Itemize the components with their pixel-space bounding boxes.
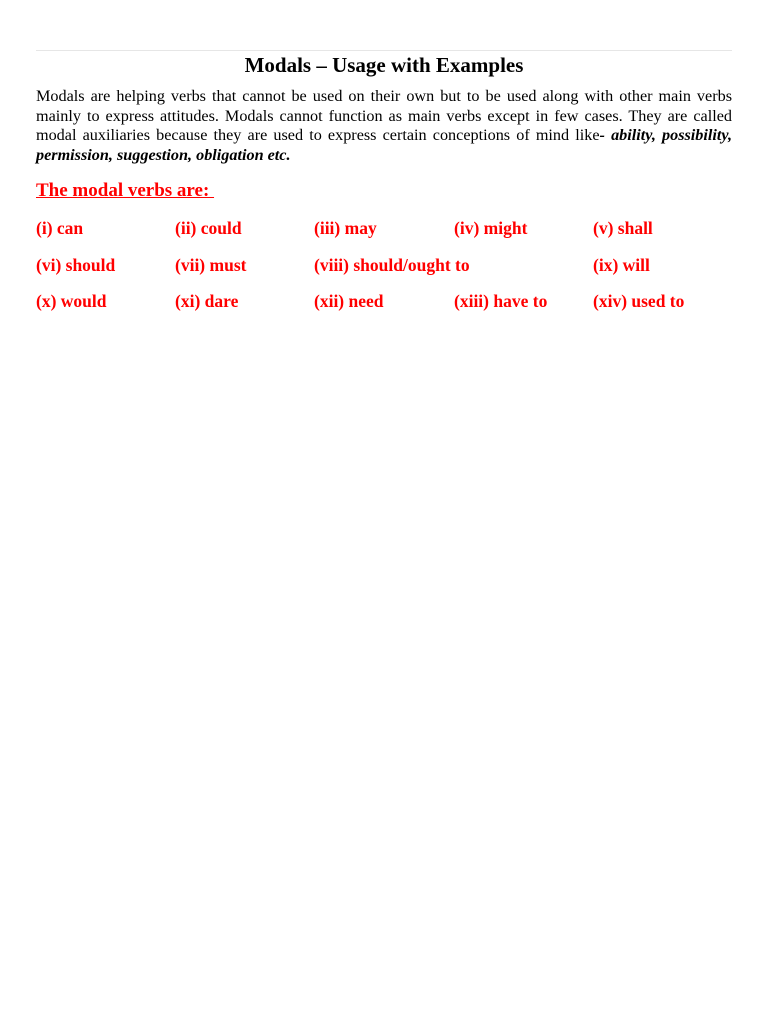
modal-verb-item: (x) would [36, 291, 107, 311]
modal-verb-item: (vii) must [175, 254, 247, 275]
modal-verb-item: (ii) could [175, 218, 242, 238]
modal-verb-item: (vi) should [36, 254, 116, 275]
modal-verb-item: (iii) may [314, 218, 377, 238]
modal-verb-item: (viii) should/ought to [314, 254, 470, 275]
page-top-divider [36, 50, 732, 51]
intro-paragraph [36, 87, 732, 165]
modal-verb-item: (xiii) have to [454, 291, 548, 311]
document-title: Modals – Usage with Examples [244, 53, 524, 77]
modal-verb-item: (xii) need [314, 291, 384, 311]
modal-row [36, 290, 732, 327]
modal-verb-item: (xiv) used to [593, 291, 685, 311]
intro-dash: - [599, 126, 612, 144]
modal-verb-item: (v) shall [593, 218, 653, 238]
modal-row [36, 254, 732, 291]
modal-verbs-list [36, 217, 732, 327]
modal-verb-item: (i) can [36, 218, 84, 238]
modal-verb-item: (ix) will [593, 254, 650, 275]
modal-verb-item: (xi) dare [175, 291, 239, 311]
modal-verb-item: (iv) might [454, 218, 528, 238]
modal-row [36, 217, 732, 254]
intro-emphasis: ability, possibility, permission, suggestion, obligation etc. [36, 126, 733, 164]
modal-verbs-heading: The modal verbs are: [36, 180, 215, 201]
intro-text: Modals are helping verbs that cannot be used on their own but to be used along with other main verbs mainly to express attitudes. Modals cannot function as main verbs except in few cases. They are called modal auxiliaries because they are used to express certain conceptions of mind like [36, 87, 732, 144]
